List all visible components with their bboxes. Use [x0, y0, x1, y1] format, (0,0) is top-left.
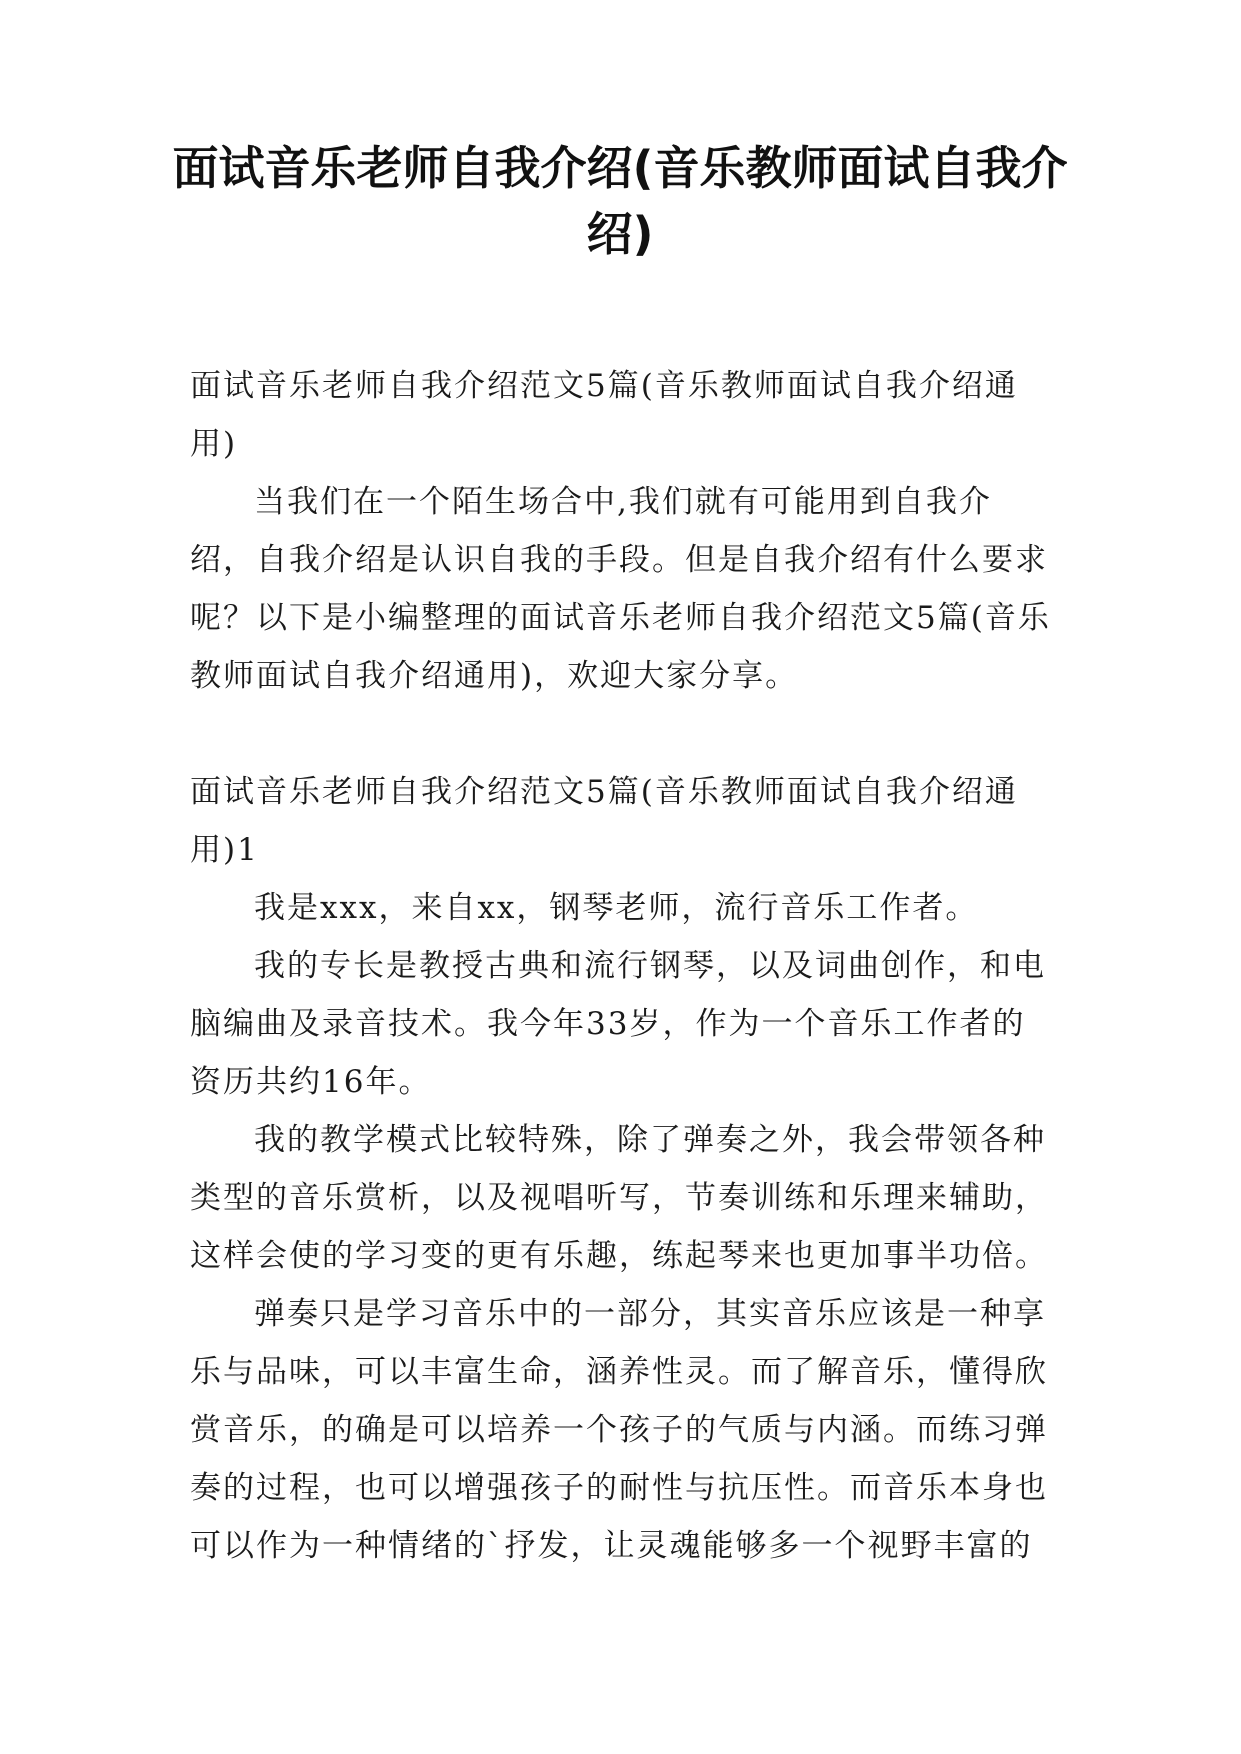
- section-heading: 面试音乐老师自我介绍范文5篇(音乐教师面试自我介绍通用): [190, 368, 1018, 462]
- body-paragraph: 我的专长是教授古典和流行钢琴，以及词曲创作，和电脑编曲及录音技术。我今年33岁，作为一个音乐工作者的资历共约16年。: [190, 948, 1046, 1100]
- document-title: 面试音乐老师自我介绍(音乐教师面试自我介绍): [172, 141, 1068, 261]
- section-heading: 面试音乐老师自我介绍范文5篇(音乐教师面试自我介绍通用)1: [190, 774, 1018, 868]
- body-paragraph: 我是xxx，来自xx，钢琴老师，流行音乐工作者。: [254, 890, 979, 926]
- intro-paragraph: 当我们在一个陌生场合中,我们就有可能用到自我介绍，自我介绍是认识自我的手段。但是自我介绍有什么要求呢？以下是小编整理的面试音乐老师自我介绍范文5篇(音乐教师面试自我介绍通用)，欢迎大家分享。: [190, 484, 1051, 694]
- body-paragraph: 弹奏只是学习音乐中的一部分，其实音乐应该是一种享乐与品味，可以丰富生命，涵养性灵。而了解音乐，懂得欣赏音乐，的确是可以培养一个孩子的气质与内涵。而练习弹奏的过程，也可以增强孩子的耐性与抗压性。而音乐本身也可以作为一种情绪的`抒发，让灵魂能够多一个视野丰富的: [190, 1296, 1048, 1564]
- body-paragraph: 我的教学模式比较特殊，除了弹奏之外，我会带领各种类型的音乐赏析，以及视唱听写，节奏训练和乐理来辅助，这样会使的学习变的更有乐趣，练起琴来也更加事半功倍。: [190, 1122, 1048, 1274]
